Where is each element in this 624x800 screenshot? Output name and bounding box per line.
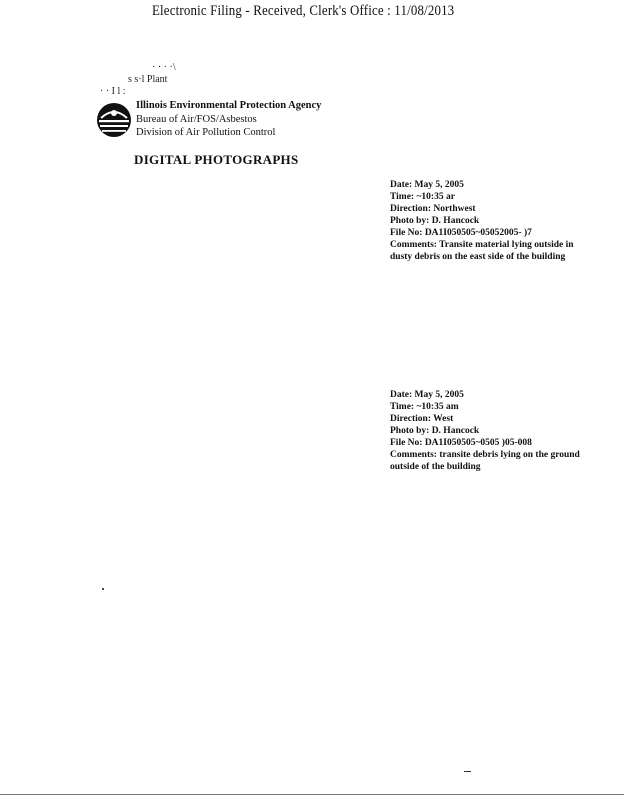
- scan-mark: [464, 771, 471, 772]
- document-title: DIGITAL PHOTOGRAPHS: [134, 152, 299, 167]
- photo-time: Time: ~10:35 ar: [390, 192, 455, 202]
- agency-name: Illinois Environmental Protection Agency: [136, 100, 322, 111]
- bureau-name: Bureau of Air/FOS/Asbestos: [136, 114, 257, 125]
- photo-comments-continued: outside of the building: [390, 462, 481, 472]
- filing-stamp: Electronic Filing - Received, Clerk's Office : 11/08/2013: [152, 3, 455, 19]
- photo-info-block: [390, 389, 580, 473]
- page-bottom-rule: [0, 794, 624, 795]
- photo-photographer: Photo by: D. Hancock: [390, 426, 480, 436]
- photo-file-number: File No: DA1I050505~0505 )05-008: [390, 438, 532, 448]
- partial-header-fragment: · · I l :: [100, 86, 126, 97]
- photo-direction: Direction: Northwest: [390, 204, 476, 214]
- partial-header-fragment: s s·l Plant: [128, 74, 168, 85]
- photo-comments: Comments: Transite material lying outside in: [390, 240, 574, 250]
- division-name: Division of Air Pollution Control: [136, 127, 276, 138]
- photo-info-block: [390, 179, 574, 263]
- photo-photographer: Photo by: D. Hancock: [390, 216, 480, 226]
- photo-direction: Direction: West: [390, 414, 454, 424]
- partial-header-fragment: · · · ·\: [152, 62, 176, 73]
- photo-comments-continued: dusty debris on the east side of the building: [390, 252, 566, 262]
- photo-comments: Comments: transite debris lying on the ground: [390, 450, 580, 460]
- illinois-epa-logo-icon: [96, 102, 132, 138]
- photo-time: Time: ~10:35 am: [390, 402, 459, 412]
- photo-date: Date: May 5, 2005: [390, 180, 464, 190]
- photo-file-number: File No: DA1I050505~05052005- )7: [390, 228, 532, 238]
- scan-speck: [102, 588, 104, 590]
- photo-date: Date: May 5, 2005: [390, 390, 464, 400]
